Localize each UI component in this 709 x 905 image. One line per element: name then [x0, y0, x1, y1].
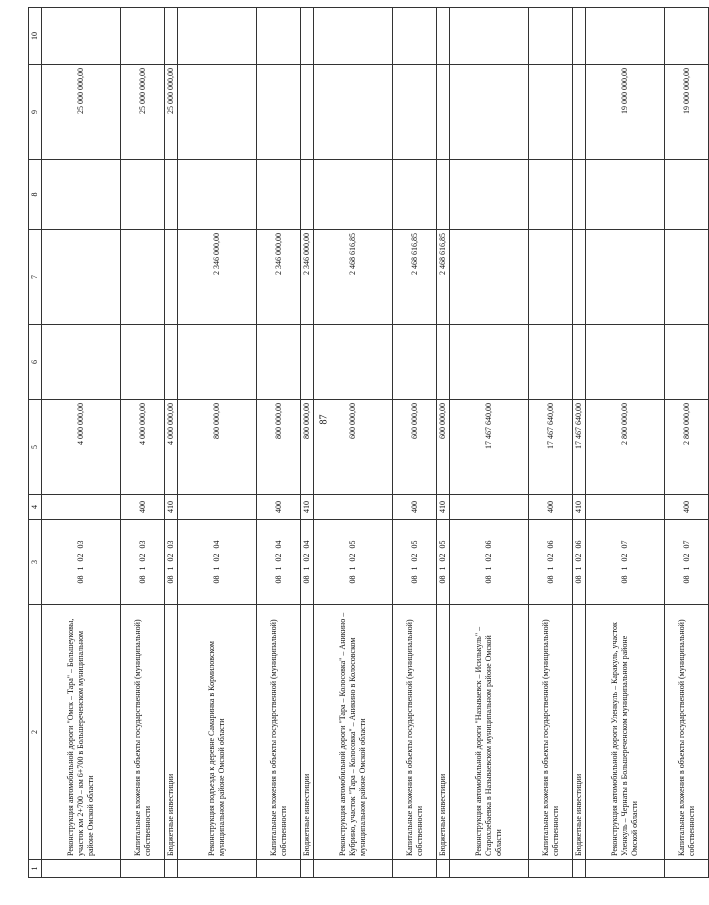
- col-header-6: 6: [29, 325, 42, 400]
- cell-code: 08 1 02 07: [586, 520, 665, 605]
- cell-c9: 25 000 000,00: [121, 65, 165, 160]
- table-row: [257, 8, 301, 878]
- cell-code: 08 1 02 05: [393, 520, 437, 605]
- cell-c9: 19 000 000,00: [665, 65, 709, 160]
- cell-c8: [165, 160, 178, 230]
- cell-c5: 600 000,00: [314, 400, 393, 495]
- cell-c6: [586, 325, 665, 400]
- cell-c9: [450, 65, 529, 160]
- cell-c5: 600 000,00: [393, 400, 437, 495]
- table-body: [42, 8, 709, 878]
- cell-code: 08 1 02 07: [665, 520, 709, 605]
- cell-kvr: [450, 495, 529, 520]
- cell-c6: [314, 325, 393, 400]
- cell-c5: 4 000 000,00: [121, 400, 165, 495]
- cell-first: [121, 860, 165, 878]
- cell-c10: [257, 8, 301, 65]
- cell-c9: [529, 65, 573, 160]
- cell-c6: [665, 325, 709, 400]
- table-row: [586, 8, 665, 878]
- table-row: [121, 8, 165, 878]
- cell-code: 08 1 02 04: [178, 520, 257, 605]
- cell-kvr: 400: [393, 495, 437, 520]
- table-row: [665, 8, 709, 878]
- col-header-4: 4: [29, 495, 42, 520]
- cell-c7: 2 346 000,00: [301, 230, 314, 325]
- cell-first: [529, 860, 573, 878]
- cell-kvr: 410: [165, 495, 178, 520]
- cell-first: [665, 860, 709, 878]
- cell-c10: [573, 8, 586, 65]
- cell-c10: [42, 8, 121, 65]
- col-header-8: 8: [29, 160, 42, 230]
- cell-c7: 2 468 616,85: [437, 230, 450, 325]
- cell-first: [586, 860, 665, 878]
- cell-c5: 4 000 000,00: [42, 400, 121, 495]
- cell-kvr: 410: [437, 495, 450, 520]
- cell-c5: 800 000,00: [301, 400, 314, 495]
- cell-c6: [121, 325, 165, 400]
- cell-kvr: 400: [121, 495, 165, 520]
- col-header-7: 7: [29, 230, 42, 325]
- cell-c7: [529, 230, 573, 325]
- cell-name: Бюджетные инвестиции: [301, 605, 314, 860]
- cell-c10: [178, 8, 257, 65]
- col-header-3: 3: [29, 520, 42, 605]
- cell-first: [165, 860, 178, 878]
- cell-name: Реконструкция автомобильной дороги "Тара – Колосовка" – Аникино – Кубрино, участок "Тара – Колосовка" – Аникино в Колосовском муниципальном районе Омской области: [314, 605, 393, 860]
- cell-c10: [586, 8, 665, 65]
- cell-name: Капитальные вложения в объекты государственной (муниципальной) собственности: [665, 605, 709, 860]
- cell-first: [450, 860, 529, 878]
- table-row: [393, 8, 437, 878]
- cell-c10: [665, 8, 709, 65]
- cell-c7: [165, 230, 178, 325]
- cell-first: [437, 860, 450, 878]
- cell-c6: [393, 325, 437, 400]
- cell-c10: [437, 8, 450, 65]
- cell-name: Бюджетные инвестиции: [437, 605, 450, 860]
- cell-c8: [178, 160, 257, 230]
- cell-c5: 600 000,00: [437, 400, 450, 495]
- cell-c10: [314, 8, 393, 65]
- cell-c7: 2 468 616,85: [314, 230, 393, 325]
- cell-c9: [573, 65, 586, 160]
- cell-code: 08 1 02 04: [301, 520, 314, 605]
- cell-c5: 17 467 640,00: [450, 400, 529, 495]
- cell-code: 08 1 02 06: [529, 520, 573, 605]
- page-number: 87: [318, 414, 330, 425]
- cell-first: [42, 860, 121, 878]
- cell-c10: [301, 8, 314, 65]
- cell-c9: [437, 65, 450, 160]
- cell-c7: [573, 230, 586, 325]
- cell-c8: [437, 160, 450, 230]
- table-row: [529, 8, 573, 878]
- cell-kvr: [586, 495, 665, 520]
- col-header-10: 10: [29, 8, 42, 65]
- col-header-9: 9: [29, 65, 42, 160]
- cell-c5: 17 467 640,00: [573, 400, 586, 495]
- table-row: [301, 8, 314, 878]
- cell-c7: [42, 230, 121, 325]
- cell-name: Капитальные вложения в объекты государственной (муниципальной) собственности: [393, 605, 437, 860]
- cell-c6: [165, 325, 178, 400]
- cell-c7: [450, 230, 529, 325]
- cell-c6: [529, 325, 573, 400]
- cell-c5: 800 000,00: [178, 400, 257, 495]
- cell-c7: 2 346 000,00: [257, 230, 301, 325]
- cell-c5: 800 000,00: [257, 400, 301, 495]
- cell-first: [314, 860, 393, 878]
- cell-name: Реконструкция автомобильной дороги "Омск – Тара" – Большеуковы, участок км 2+700 – км 6+700 в Большереченском муниципальном районе Омской области: [42, 605, 121, 860]
- cell-kvr: 400: [529, 495, 573, 520]
- cell-c5: 17 467 640,00: [529, 400, 573, 495]
- cell-first: [178, 860, 257, 878]
- cell-c8: [314, 160, 393, 230]
- col-header-2: 2: [29, 605, 42, 860]
- header-row: [29, 8, 42, 878]
- cell-name: Реконструкция автомобильной дороги "Называевск – Исилькуль" – Старохлебаевка в Называевском муниципальном районе Омской области: [450, 605, 529, 860]
- cell-kvr: [314, 495, 393, 520]
- table-row: [450, 8, 529, 878]
- cell-c8: [586, 160, 665, 230]
- cell-first: [393, 860, 437, 878]
- cell-c7: [665, 230, 709, 325]
- cell-name: Реконструкция автомобильной дороги Уленкуль – Каракуль, участок Уленкуль – Чернаты в Большереченском муниципальном районе Омской области: [586, 605, 665, 860]
- cell-c8: [42, 160, 121, 230]
- cell-c5: 2 800 000,00: [665, 400, 709, 495]
- cell-code: 08 1 02 05: [314, 520, 393, 605]
- cell-c8: [301, 160, 314, 230]
- cell-c6: [301, 325, 314, 400]
- cell-c7: 2 468 616,85: [393, 230, 437, 325]
- cell-c10: [121, 8, 165, 65]
- cell-name: Капитальные вложения в объекты государственной (муниципальной) собственности: [529, 605, 573, 860]
- cell-kvr: 410: [301, 495, 314, 520]
- cell-c9: [178, 65, 257, 160]
- table-row: [165, 8, 178, 878]
- cell-c9: 25 000 000,00: [42, 65, 121, 160]
- cell-first: [573, 860, 586, 878]
- cell-c5: 4 000 000,00: [165, 400, 178, 495]
- cell-c8: [393, 160, 437, 230]
- cell-name: Бюджетные инвестиции: [573, 605, 586, 860]
- cell-code: 08 1 02 04: [257, 520, 301, 605]
- cell-name: Капитальные вложения в объекты государственной (муниципальной) собственности: [257, 605, 301, 860]
- cell-c9: [301, 65, 314, 160]
- cell-kvr: 400: [665, 495, 709, 520]
- cell-c9: [314, 65, 393, 160]
- table-row: [437, 8, 450, 878]
- table-row: [42, 8, 121, 878]
- cell-kvr: 400: [257, 495, 301, 520]
- cell-first: [301, 860, 314, 878]
- cell-c10: [165, 8, 178, 65]
- cell-c8: [665, 160, 709, 230]
- cell-c10: [450, 8, 529, 65]
- cell-c8: [121, 160, 165, 230]
- cell-c8: [257, 160, 301, 230]
- cell-c5: 2 800 000,00: [586, 400, 665, 495]
- cell-c6: [178, 325, 257, 400]
- cell-code: 08 1 02 03: [42, 520, 121, 605]
- rotated-table-container: [28, 8, 696, 878]
- cell-code: 08 1 02 06: [573, 520, 586, 605]
- table-row: [314, 8, 393, 878]
- cell-c9: 19 000 000,00: [586, 65, 665, 160]
- cell-c8: [529, 160, 573, 230]
- cell-first: [257, 860, 301, 878]
- cell-code: 08 1 02 03: [165, 520, 178, 605]
- budget-table: [28, 7, 709, 878]
- cell-kvr: 410: [573, 495, 586, 520]
- cell-c9: [257, 65, 301, 160]
- cell-c10: [529, 8, 573, 65]
- cell-c8: [573, 160, 586, 230]
- cell-c10: [393, 8, 437, 65]
- cell-c9: [393, 65, 437, 160]
- cell-code: 08 1 02 06: [450, 520, 529, 605]
- cell-c8: [450, 160, 529, 230]
- col-header-5: 5: [29, 400, 42, 495]
- cell-c6: [257, 325, 301, 400]
- cell-name: Бюджетные инвестиции: [165, 605, 178, 860]
- cell-c6: [573, 325, 586, 400]
- cell-code: 08 1 02 03: [121, 520, 165, 605]
- cell-kvr: [178, 495, 257, 520]
- cell-c7: [121, 230, 165, 325]
- table-row: [178, 8, 257, 878]
- table-row: [573, 8, 586, 878]
- cell-name: Реконструкция подъезда к деревне Самаринка в Кормиловском муниципальном районе Омской области: [178, 605, 257, 860]
- cell-c6: [42, 325, 121, 400]
- cell-code: 08 1 02 05: [437, 520, 450, 605]
- col-header-1: 1: [29, 860, 42, 878]
- cell-name: Капитальные вложения в объекты государственной (муниципальной) собственности: [121, 605, 165, 860]
- cell-c7: 2 346 000,00: [178, 230, 257, 325]
- cell-c6: [450, 325, 529, 400]
- cell-c7: [586, 230, 665, 325]
- cell-kvr: [42, 495, 121, 520]
- cell-c6: [437, 325, 450, 400]
- cell-c9: 25 000 000,00: [165, 65, 178, 160]
